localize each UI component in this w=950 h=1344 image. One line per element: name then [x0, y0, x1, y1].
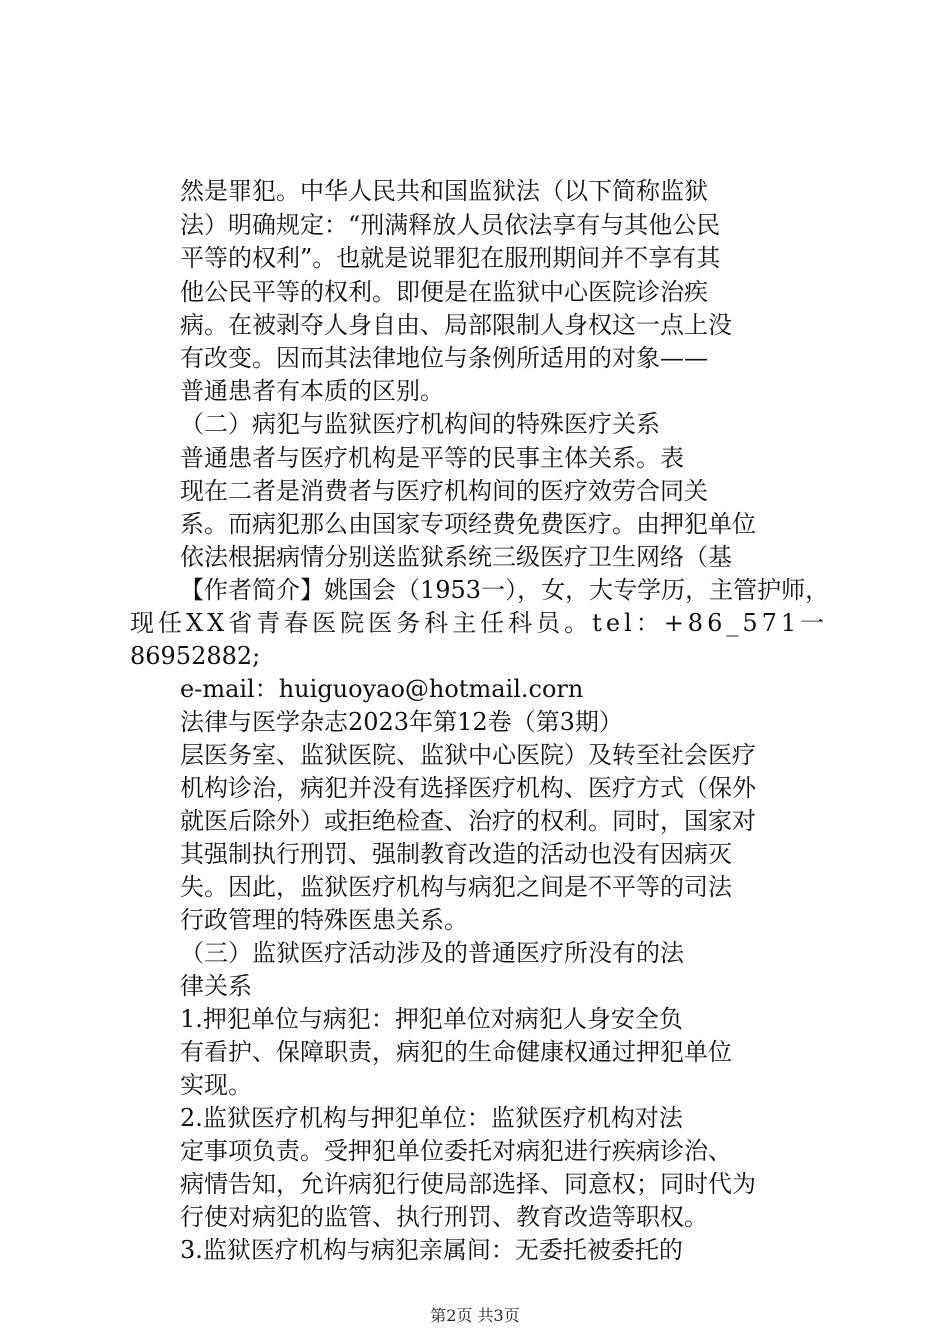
body-text-line: 有看护、保障职责，病犯的生命健康权通过押犯单位	[180, 1038, 732, 1066]
body-text-line: 机构诊治，病犯并没有选择医疗机构、医疗方式（保外	[180, 774, 756, 802]
author-note-phone: 86952882;	[130, 642, 261, 670]
body-text-line: 层医务室、监狱医院、监狱中心医院）及转至社会医疗	[180, 741, 756, 769]
author-note-line: 现任XX省青春医院医务科主任科员。tel：+86_571一	[130, 609, 829, 637]
section-heading-3-cont: 律关系	[180, 972, 252, 1000]
body-text-line: 系。而病犯那么由国家专项经费免费医疗。由押犯单位	[180, 510, 756, 538]
body-text-line: 普通患者有本质的区别。	[180, 377, 444, 405]
journal-citation: 法律与医学杂志2023年第12卷（第3期）	[180, 708, 623, 736]
body-text-line: 然是罪犯。中华人民共和国监狱法（以下简称监狱	[180, 177, 708, 205]
body-text-line: 普通患者与医疗机构是平等的民事主体关系。表	[180, 444, 684, 472]
list-item-3: 3.监狱医疗机构与病犯亲属间：无委托被委托的	[180, 1236, 683, 1264]
body-text-line: 行使对病犯的监管、执行刑罚、教育改造等职权。	[180, 1203, 708, 1231]
body-text-line: 依法根据病情分别送监狱系统三级医疗卫生网络（基	[180, 543, 732, 571]
body-text-line: 实现。	[180, 1071, 252, 1099]
page-footer: 第2页 共3页	[430, 1306, 520, 1325]
list-item-2: 2.监狱医疗机构与押犯单位：监狱医疗机构对法	[180, 1104, 683, 1132]
list-item-1: 1.押犯单位与病犯：押犯单位对病犯人身安全负	[180, 1005, 683, 1033]
body-text-line: 病。在被剥夺人身自由、局部限制人身权这一点上没	[180, 311, 732, 339]
author-note-line: 【作者简介】姚国会（1953一），女，大专学历，主管护师，	[180, 576, 830, 604]
body-text-line: 失。因此，监狱医疗机构与病犯之间是不平等的司法	[180, 873, 732, 901]
body-text-line: 现在二者是消费者与医疗机构间的医疗效劳合同关	[180, 477, 708, 505]
body-text-line: 平等的权利”。也就是说罪犯在服刑期间并不享有其	[180, 244, 721, 272]
body-text-line: 其强制执行刑罚、强制教育改造的活动也没有因病灭	[180, 840, 732, 868]
body-text-line: 有改变。因而其法律地位与条例所适用的对象——	[180, 344, 708, 372]
body-text-line: 行政管理的特殊医患关系。	[180, 906, 468, 934]
body-text-line: 法）明确规定：“刑满释放人员依法享有与其他公民	[180, 211, 721, 239]
section-heading-2: （二）病犯与监狱医疗机构间的特殊医疗关系	[180, 410, 660, 438]
body-text-line: 病情告知，允许病犯行使局部选择、同意权；同时代为	[180, 1170, 756, 1198]
body-text-line: 就医后除外）或拒绝检查、治疗的权利。同时，国家对	[180, 807, 756, 835]
section-heading-3: （三）监狱医疗活动涉及的普通医疗所没有的法	[180, 939, 684, 967]
body-text-line: 他公民平等的权利。即便是在监狱中心医院诊治疾	[180, 278, 708, 306]
body-text-line: 定事项负责。受押犯单位委托对病犯进行疾病诊治、	[180, 1137, 732, 1165]
author-email: e-mail：huiguoyao@hotmail.corn	[180, 675, 584, 703]
